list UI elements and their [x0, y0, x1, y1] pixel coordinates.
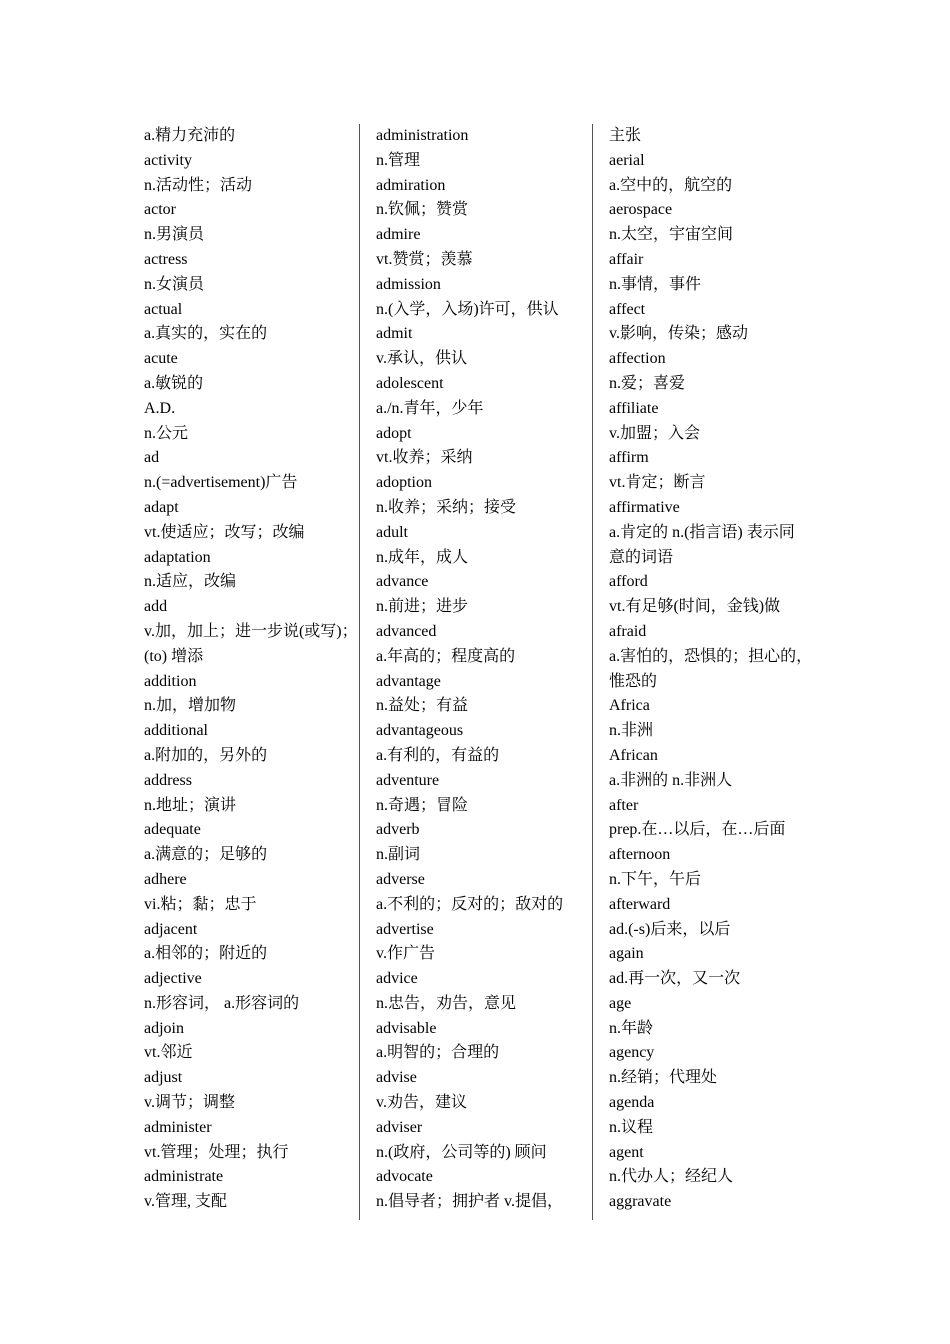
- vocab-line: a.附加的，另外的: [144, 746, 268, 764]
- vocab-line: n.管理: [376, 151, 421, 169]
- vocab-line: a./n.青年，少年: [376, 399, 484, 417]
- vocab-line: affect: [609, 300, 646, 318]
- vocab-line: a.有利的，有益的: [376, 746, 500, 764]
- vocab-line: a.满意的；足够的: [144, 846, 268, 864]
- vocab-line: adhere: [144, 870, 187, 888]
- vocab-line: affection: [609, 350, 666, 368]
- vocab-line: agent: [609, 1143, 644, 1161]
- vocab-line: administrate: [144, 1168, 224, 1186]
- vocab-column-3: [609, 124, 814, 1215]
- vocab-line: n.奇遇；冒险: [376, 796, 469, 814]
- vocab-line: affirm: [609, 449, 649, 467]
- vocab-line: a.精力充沛的: [144, 127, 236, 144]
- vocab-column-2: [376, 124, 581, 1215]
- vocab-line: vi.粘；黏；忠于: [144, 895, 257, 913]
- vocab-line: adventure: [376, 771, 440, 789]
- vocab-line: vt.收养；采纳: [376, 449, 473, 467]
- vocab-line: advisable: [376, 1019, 437, 1037]
- vocab-line: A.D.: [144, 399, 176, 417]
- vocab-line: a.真实的，实在的: [144, 325, 268, 343]
- vocab-line: address: [144, 771, 192, 789]
- vocab-line: advice: [376, 970, 418, 988]
- vocab-line: a.肯定的 n.(指言语) 表示同: [609, 523, 795, 541]
- vocab-line: a.不利的；反对的；敌对的: [376, 895, 564, 913]
- vocab-line: admission: [376, 275, 441, 293]
- vocab-line: ad.再一次，又一次: [609, 970, 741, 988]
- vocab-line: ad.(-s)后来，以后: [609, 920, 731, 938]
- vocab-line: ad: [144, 449, 160, 467]
- vocab-line: a.害怕的，恐惧的；担心的，: [609, 647, 813, 665]
- vocab-line: African: [609, 746, 658, 764]
- vocab-line: n.代办人；经纪人: [609, 1168, 734, 1186]
- vocab-line: n.太空，宇宙空间: [609, 226, 734, 244]
- vocab-line: addition: [144, 672, 197, 690]
- vocab-line: actual: [144, 300, 183, 318]
- vocab-column-1: [144, 124, 358, 1215]
- vocab-line: advertise: [376, 920, 434, 938]
- vocab-line: a.敏锐的: [144, 374, 204, 392]
- vocab-line: affirmative: [609, 498, 680, 516]
- vocab-line: v.承认，供认: [376, 350, 467, 368]
- vocab-line: additional: [144, 722, 208, 740]
- vocab-line: n.(入学，入场)许可，供认: [376, 300, 559, 318]
- vocab-line: activity: [144, 151, 192, 169]
- vocab-line: adolescent: [376, 374, 444, 392]
- vocab-line: v.加盟；入会: [609, 424, 700, 442]
- vocab-line: vt.使适应；改写；改编: [144, 523, 305, 541]
- vocab-line: n.(政府，公司等的) 顾问: [376, 1143, 547, 1161]
- vocab-line: adequate: [144, 821, 201, 839]
- vocab-line: n.公元: [144, 424, 189, 442]
- vocab-line: a.非洲的 n.非洲人: [609, 771, 733, 789]
- vocab-line: advance: [376, 573, 429, 591]
- vocab-line: actress: [144, 250, 188, 268]
- vocab-line: n.忠告，劝告，意见: [376, 994, 517, 1012]
- vocab-line: age: [609, 994, 632, 1012]
- vocab-line: administration: [376, 127, 469, 144]
- vocab-line: v.加，加上；进一步说(或写)；: [144, 622, 358, 640]
- vocab-line: n.形容词， a.形容词的: [144, 994, 300, 1012]
- vocab-line: advantageous: [376, 722, 464, 740]
- vocab-line: a.明智的；合理的: [376, 1044, 500, 1062]
- vocab-line: afraid: [609, 622, 647, 640]
- vocab-line: n.成年，成人: [376, 548, 469, 566]
- vocab-line: n.非洲: [609, 722, 654, 740]
- vocab-line: adopt: [376, 424, 412, 442]
- vocab-line: vt.管理；处理；执行: [144, 1143, 289, 1161]
- vocab-line: adjoin: [144, 1019, 184, 1037]
- vocab-line: add: [144, 598, 168, 616]
- vocab-line: vt.有足够(时间，金钱)做: [609, 598, 781, 616]
- vocab-line: admire: [376, 226, 421, 244]
- vocab-line: acute: [144, 350, 178, 368]
- column-divider: [592, 124, 593, 1220]
- vocab-line: prep.在…以后，在…后面: [609, 821, 786, 839]
- vocab-line: n.男演员: [144, 226, 205, 244]
- vocab-line: advanced: [376, 622, 437, 640]
- vocab-line: n.副词: [376, 846, 421, 864]
- vocab-line: 主张: [609, 127, 642, 144]
- vocab-line: n.事情，事件: [609, 275, 702, 293]
- vocab-line: affair: [609, 250, 644, 268]
- vocab-line: n.爱；喜爱: [609, 374, 686, 392]
- vocab-line: a.空中的，航空的: [609, 176, 733, 194]
- vocab-line: adaptation: [144, 548, 211, 566]
- vocab-line: again: [609, 945, 644, 963]
- vocab-line: advantage: [376, 672, 441, 690]
- vocab-line: vt.邻近: [144, 1044, 193, 1062]
- vocab-line: v.劝告，建议: [376, 1094, 467, 1112]
- vocab-line: a.年高的；程度高的: [376, 647, 516, 665]
- vocab-line: n.益处；有益: [376, 697, 469, 715]
- vocab-line: n.收养；采纳；接受: [376, 498, 517, 516]
- vocab-line: adapt: [144, 498, 179, 516]
- vocab-line: v.作广告: [376, 945, 435, 963]
- vocab-line: aggravate: [609, 1193, 672, 1211]
- vocab-line: 惟恐的: [609, 672, 658, 690]
- vocab-line: n.倡导者；拥护者 v.提倡，: [376, 1193, 563, 1211]
- vocab-line: n.女演员: [144, 275, 205, 293]
- vocab-line: afford: [609, 573, 648, 591]
- vocab-line: n.(=advertisement)广告: [144, 474, 298, 492]
- vocab-line: after: [609, 796, 639, 814]
- vocab-line: n.钦佩；赞赏: [376, 201, 469, 219]
- vocab-line: v.管理, 支配: [144, 1193, 227, 1211]
- vocab-line: adjust: [144, 1069, 183, 1087]
- vocab-line: vt.肯定；断言: [609, 474, 706, 492]
- vocab-line: adult: [376, 523, 408, 541]
- vocab-line: adviser: [376, 1118, 423, 1136]
- vocab-line: n.下午，午后: [609, 870, 702, 888]
- vocab-line: advise: [376, 1069, 417, 1087]
- vocab-line: n.前进；进步: [376, 598, 469, 616]
- vocab-line: n.活动性；活动: [144, 176, 253, 194]
- vocab-line: actor: [144, 201, 176, 219]
- vocab-line: n.地址；演讲: [144, 796, 237, 814]
- vocab-line: advocate: [376, 1168, 433, 1186]
- vocab-line: administer: [144, 1118, 212, 1136]
- vocab-line: afternoon: [609, 846, 671, 864]
- vocab-line: (to) 增添: [144, 647, 204, 665]
- vocab-line: n.经销；代理处: [609, 1069, 718, 1087]
- vocab-line: agenda: [609, 1094, 655, 1112]
- vocab-line: n.适应，改编: [144, 573, 237, 591]
- vocab-line: n.年龄: [609, 1019, 654, 1037]
- vocab-line: affiliate: [609, 399, 659, 417]
- vocab-line: adverb: [376, 821, 420, 839]
- vocab-line: adverse: [376, 870, 425, 888]
- vocab-line: afterward: [609, 895, 671, 913]
- vocab-line: adjacent: [144, 920, 198, 938]
- vocab-line: a.相邻的；附近的: [144, 945, 268, 963]
- vocab-line: adjective: [144, 970, 202, 988]
- vocab-line: v.调节；调整: [144, 1094, 235, 1112]
- vocab-line: 意的词语: [609, 548, 674, 566]
- vocab-line: admiration: [376, 176, 446, 194]
- vocab-line: aerospace: [609, 201, 673, 219]
- vocab-line: vt.赞赏；羡慕: [376, 250, 473, 268]
- vocab-line: admit: [376, 325, 413, 343]
- vocab-line: agency: [609, 1044, 655, 1062]
- column-divider: [359, 124, 360, 1220]
- vocab-line: n.议程: [609, 1118, 654, 1136]
- vocab-line: aerial: [609, 151, 645, 169]
- vocab-line: n.加，增加物: [144, 697, 237, 715]
- vocab-line: Africa: [609, 697, 650, 715]
- vocab-line: v.影响，传染；感动: [609, 325, 748, 343]
- vocab-line: adoption: [376, 474, 432, 492]
